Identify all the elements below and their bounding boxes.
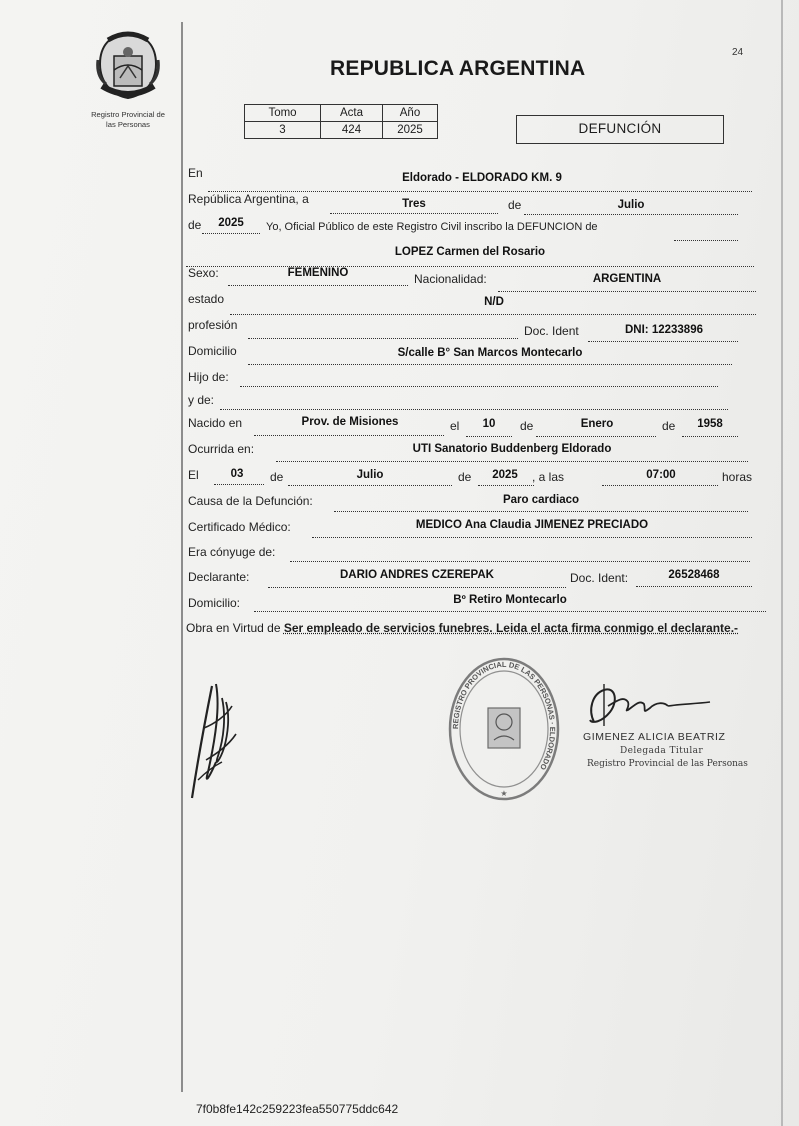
obra-value: Ser empleado de servicios funebres. Leida el acta firma conmigo el declarante.- <box>283 621 739 635</box>
official-seal-icon <box>444 652 564 806</box>
sexo-label: Sexo: <box>188 266 219 280</box>
official-org: Registro Provincial de las Personas <box>587 759 748 769</box>
dotted-line <box>240 386 718 387</box>
dotted-line <box>588 341 738 342</box>
doc-ident-label: Doc. Ident <box>524 324 579 338</box>
causa-label: Causa de la Defunción: <box>188 494 313 508</box>
de-label: de <box>508 198 522 212</box>
registry-value-tomo: 3 <box>245 122 321 139</box>
dotted-line <box>228 285 408 286</box>
doc-ident-value: DNI: 12233896 <box>625 324 703 336</box>
ocurrida-value: UTI Sanatorio Buddenberg Eldorado <box>412 443 612 455</box>
causa-value: Paro cardiaco <box>502 494 580 506</box>
dotted-line <box>220 409 728 410</box>
dotted-line <box>682 436 738 437</box>
registry-header-anio: Año <box>383 105 438 122</box>
document-type-box: DEFUNCIÓN <box>516 115 724 144</box>
de-label-2: de <box>188 218 202 232</box>
document-hash: 7f0b8fe142c259223fea550775ddc642 <box>196 1102 399 1116</box>
place-value: Eldorado - ELDORADO KM. 9 <box>402 172 562 184</box>
registry-header-acta: Acta <box>321 105 383 122</box>
domicilio-label-2: Domicilio: <box>188 596 241 610</box>
el-label-2: El <box>188 468 199 482</box>
registry-org-name <box>72 110 184 130</box>
el-label: el <box>450 419 460 433</box>
estado-value: N/D <box>484 296 504 308</box>
org-line-2: las Personas <box>106 120 150 129</box>
republica-label: República Argentina, a <box>188 192 309 206</box>
official-role: Delegada Titular <box>620 746 704 756</box>
registry-table-header-row <box>245 105 438 122</box>
dotted-line <box>602 485 718 486</box>
dotted-line <box>288 485 452 486</box>
dotted-line <box>330 213 498 214</box>
a-las-label: , a las <box>532 470 565 484</box>
certificado-label: Certificado Médico: <box>188 520 291 534</box>
official-name: GIMENEZ ALICIA BEATRIZ <box>583 731 726 743</box>
y-de-label: y de: <box>188 393 215 407</box>
death-month-value: Julio <box>356 469 384 481</box>
dotted-line <box>254 611 766 612</box>
obra-paragraph <box>186 619 766 638</box>
registry-table <box>244 104 438 139</box>
horas-label: horas <box>722 470 753 484</box>
de-label-4: de <box>662 419 676 433</box>
dotted-line <box>276 461 748 462</box>
registry-value-anio: 2025 <box>383 122 438 139</box>
de-label-6: de <box>458 470 472 484</box>
dotted-line <box>254 435 444 436</box>
domicilio-label: Domicilio <box>188 344 237 358</box>
dotted-line <box>248 364 732 365</box>
dotted-line <box>202 233 260 234</box>
declarante-label: Declarante: <box>188 570 250 584</box>
handwritten-signature-icon <box>584 680 714 730</box>
page-title: REPUBLICA ARGENTINA <box>330 57 586 80</box>
ocurrida-label: Ocurrida en: <box>188 442 255 456</box>
dotted-line <box>248 338 518 339</box>
dotted-line <box>674 240 738 241</box>
dotted-line <box>536 436 656 437</box>
svg-text:★: ★ <box>500 789 508 798</box>
death-time-value: 07:00 <box>646 469 676 481</box>
dotted-line <box>214 484 264 485</box>
dotted-line <box>334 511 748 512</box>
registry-table-value-row <box>245 122 438 139</box>
misiones-coat-of-arms-icon <box>92 26 164 102</box>
death-year-value: 2025 <box>492 469 518 481</box>
nacionalidad-label: Nacionalidad: <box>414 272 487 286</box>
en-label: En <box>188 166 203 180</box>
dotted-line <box>478 485 534 486</box>
hijo-de-label: Hijo de: <box>188 370 229 384</box>
conyuge-label: Era cónyuge de: <box>188 545 276 559</box>
dotted-line <box>230 314 756 315</box>
sexo-value: FEMENINO <box>287 267 349 279</box>
obra-label: Obra en Virtud de <box>186 621 281 635</box>
dotted-line <box>268 587 566 588</box>
deceased-name-value: LOPEZ Carmen del Rosario <box>394 246 546 258</box>
month-value: Julio <box>617 199 645 211</box>
birthplace-value: Prov. de Misiones <box>301 416 399 428</box>
org-line-1: Registro Provincial de <box>91 110 165 119</box>
year-value: 2025 <box>218 217 244 229</box>
profesion-label: profesión <box>188 318 238 332</box>
oficial-statement: Yo, Oficial Público de este Registro Civil inscribo la DEFUNCION de <box>266 221 598 233</box>
day-word-value: Tres <box>402 198 426 210</box>
nacionalidad-value: ARGENTINA <box>592 273 662 285</box>
birth-day-value: 10 <box>482 418 496 430</box>
handwritten-signature-icon <box>186 676 252 804</box>
nacido-en-label: Nacido en <box>188 416 243 430</box>
certificado-value: MEDICO Ana Claudia JIMENEZ PRECIADO <box>415 519 649 531</box>
birth-month-value: Enero <box>580 418 614 430</box>
dotted-line <box>312 537 752 538</box>
dotted-line <box>524 214 738 215</box>
dotted-line <box>290 561 750 562</box>
dotted-line <box>498 291 756 292</box>
declarante-domicilio-value: Bº Retiro Montecarlo <box>453 594 567 606</box>
dotted-line <box>466 436 512 437</box>
de-label-5: de <box>270 470 284 484</box>
registry-header-tomo: Tomo <box>245 105 321 122</box>
page-number: 24 <box>732 47 744 58</box>
birth-year-value: 1958 <box>697 418 723 430</box>
dotted-line <box>636 586 752 587</box>
estado-label: estado <box>188 292 225 306</box>
de-label-3: de <box>520 419 534 433</box>
declarante-value: DARIO ANDRES CZEREPAK <box>340 569 494 581</box>
declarante-doc-value: 26528468 <box>668 569 720 581</box>
domicilio-value: S/calle B° San Marcos Montecarlo <box>397 347 583 359</box>
death-day-value: 03 <box>230 468 244 480</box>
page-edge <box>781 0 783 1126</box>
margin-line <box>181 22 183 1092</box>
doc-ident-label-2: Doc. Ident: <box>570 571 629 585</box>
seal-text: REGISTRO PROVINCIAL DE LAS PERSONAS · ELDORADO <box>450 659 558 772</box>
registry-value-acta: 424 <box>321 122 383 139</box>
